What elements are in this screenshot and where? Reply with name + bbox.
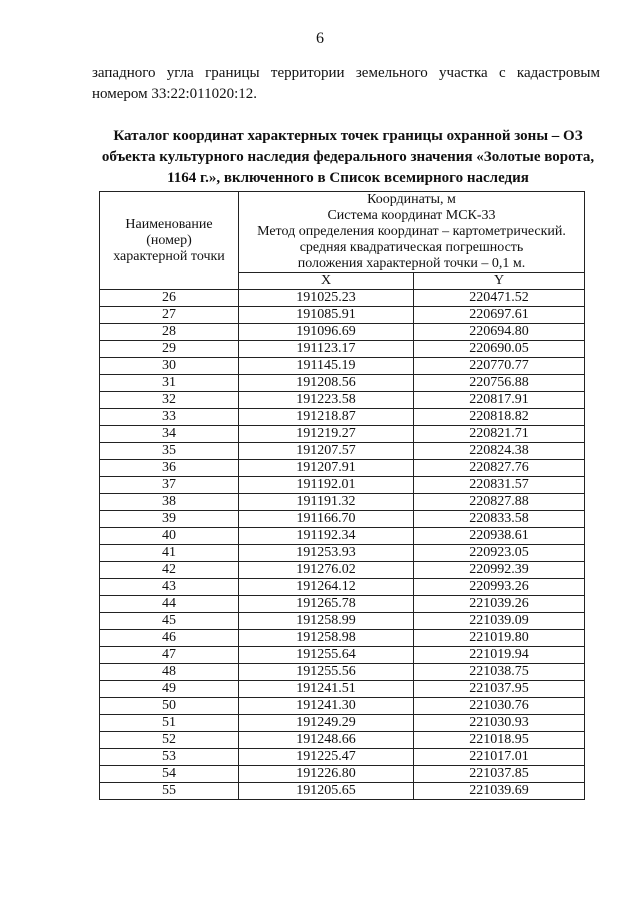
- x-coordinate-cell: 191192.34: [239, 528, 414, 545]
- x-coordinate-cell: 191096.69: [239, 324, 414, 341]
- point-number-cell: 37: [100, 477, 239, 494]
- point-number-cell: 47: [100, 647, 239, 664]
- x-coordinate-cell: 191265.78: [239, 596, 414, 613]
- table-row: [100, 494, 585, 511]
- y-coordinate-cell: 221030.93: [414, 715, 585, 732]
- table-row: [100, 443, 585, 460]
- table-row: [100, 579, 585, 596]
- y-coordinate-cell: 220833.58: [414, 511, 585, 528]
- table-row: [100, 732, 585, 749]
- table-row: [100, 341, 585, 358]
- point-number-cell: 55: [100, 783, 239, 800]
- x-coordinate-cell: 191225.47: [239, 749, 414, 766]
- x-coordinate-cell: 191218.87: [239, 409, 414, 426]
- y-coordinate-cell: 220993.26: [414, 579, 585, 596]
- table-row: [100, 511, 585, 528]
- table-row: [100, 562, 585, 579]
- table-row: [100, 783, 585, 800]
- intro-line: западного угла границы территории земельного участка с кадастровым: [92, 65, 600, 81]
- point-number-cell: 50: [100, 698, 239, 715]
- x-coordinate-cell: 191276.02: [239, 562, 414, 579]
- table-row: [100, 715, 585, 732]
- point-number-cell: 34: [100, 426, 239, 443]
- y-coordinate-cell: 220923.05: [414, 545, 585, 562]
- x-coordinate-cell: 191248.66: [239, 732, 414, 749]
- y-coordinate-cell: 221019.94: [414, 647, 585, 664]
- table-row: [100, 324, 585, 341]
- point-number-cell: 53: [100, 749, 239, 766]
- table-caption: [92, 126, 604, 189]
- x-coordinate-cell: 191192.01: [239, 477, 414, 494]
- x-coordinate-cell: 191249.29: [239, 715, 414, 732]
- x-coordinate-cell: 191208.56: [239, 375, 414, 392]
- point-number-cell: 43: [100, 579, 239, 596]
- point-number-cell: 51: [100, 715, 239, 732]
- point-number-cell: 33: [100, 409, 239, 426]
- y-coordinate-cell: 220938.61: [414, 528, 585, 545]
- y-coordinate-cell: 221037.85: [414, 766, 585, 783]
- table-row: [100, 681, 585, 698]
- table-row: [100, 766, 585, 783]
- point-number-cell: 42: [100, 562, 239, 579]
- header-line: Метод определения координат – картометрический.: [257, 224, 566, 239]
- table-row: [100, 613, 585, 630]
- y-coordinate-cell: 220992.39: [414, 562, 585, 579]
- intro-line: номером 33:22:011020:12.: [92, 86, 258, 102]
- y-coordinate-cell: 221039.26: [414, 596, 585, 613]
- point-number-cell: 29: [100, 341, 239, 358]
- x-coordinate-cell: 191226.80: [239, 766, 414, 783]
- table-header: [100, 192, 585, 290]
- point-number-cell: 28: [100, 324, 239, 341]
- x-coordinate-cell: 191253.93: [239, 545, 414, 562]
- y-coordinate-cell: 220827.88: [414, 494, 585, 511]
- x-coordinate-cell: 191025.23: [239, 290, 414, 307]
- table-row: [100, 392, 585, 409]
- table-row: [100, 460, 585, 477]
- x-coordinate-cell: 191223.58: [239, 392, 414, 409]
- point-number-cell: 41: [100, 545, 239, 562]
- point-number-cell: 45: [100, 613, 239, 630]
- x-coordinate-cell: 191219.27: [239, 426, 414, 443]
- y-coordinate-cell: 220471.52: [414, 290, 585, 307]
- y-coordinate-cell: 220690.05: [414, 341, 585, 358]
- point-number-cell: 31: [100, 375, 239, 392]
- point-number-cell: 48: [100, 664, 239, 681]
- page-number: 6: [316, 30, 324, 47]
- point-number-cell: 49: [100, 681, 239, 698]
- table-row: [100, 647, 585, 664]
- y-coordinate-cell: 220821.71: [414, 426, 585, 443]
- y-coordinate-cell: 220756.88: [414, 375, 585, 392]
- table-row: [100, 545, 585, 562]
- y-coordinate-cell: 221039.09: [414, 613, 585, 630]
- x-coordinate-cell: 191255.64: [239, 647, 414, 664]
- y-coordinate-cell: 221037.95: [414, 681, 585, 698]
- header-line: (номер): [146, 232, 192, 248]
- point-number-cell: 52: [100, 732, 239, 749]
- y-column-header: Y: [414, 273, 585, 290]
- table-row: [100, 698, 585, 715]
- header-line: характерной точки: [113, 248, 225, 264]
- x-coordinate-cell: 191166.70: [239, 511, 414, 528]
- x-coordinate-cell: 191191.32: [239, 494, 414, 511]
- y-coordinate-cell: 220817.91: [414, 392, 585, 409]
- header-line: Координаты, м: [367, 192, 456, 207]
- table-row: [100, 749, 585, 766]
- point-number-cell: 30: [100, 358, 239, 375]
- point-number-cell: 44: [100, 596, 239, 613]
- y-coordinate-cell: 221038.75: [414, 664, 585, 681]
- caption-line: Каталог координат характерных точек границы охранной зоны – ОЗ: [113, 128, 583, 144]
- y-coordinate-cell: 221030.76: [414, 698, 585, 715]
- y-coordinate-cell: 221018.95: [414, 732, 585, 749]
- point-name-header: [100, 192, 239, 290]
- table-row: [100, 426, 585, 443]
- x-coordinate-cell: 191241.30: [239, 698, 414, 715]
- table-row: [100, 307, 585, 324]
- point-number-cell: 39: [100, 511, 239, 528]
- point-number-cell: 32: [100, 392, 239, 409]
- x-coordinate-cell: 191255.56: [239, 664, 414, 681]
- table-row: [100, 375, 585, 392]
- table-row: [100, 477, 585, 494]
- y-coordinate-cell: 220831.57: [414, 477, 585, 494]
- y-coordinate-cell: 221019.80: [414, 630, 585, 647]
- table-row: [100, 664, 585, 681]
- point-number-cell: 46: [100, 630, 239, 647]
- table-row: [100, 290, 585, 307]
- header-line: Наименование: [125, 216, 213, 232]
- intro-paragraph: [92, 63, 600, 105]
- x-coordinate-cell: 191207.91: [239, 460, 414, 477]
- x-column-header: X: [239, 273, 414, 290]
- x-coordinate-cell: 191145.19: [239, 358, 414, 375]
- caption-line: 1164 г.», включенного в Список всемирного наследия: [167, 170, 529, 186]
- y-coordinate-cell: 220827.76: [414, 460, 585, 477]
- x-coordinate-cell: 191205.65: [239, 783, 414, 800]
- x-coordinate-cell: 191258.98: [239, 630, 414, 647]
- point-number-cell: 27: [100, 307, 239, 324]
- point-number-cell: 36: [100, 460, 239, 477]
- x-coordinate-cell: 191258.99: [239, 613, 414, 630]
- point-number-cell: 38: [100, 494, 239, 511]
- y-coordinate-cell: 221039.69: [414, 783, 585, 800]
- y-coordinate-cell: 221017.01: [414, 749, 585, 766]
- table-row: [100, 409, 585, 426]
- point-number-cell: 26: [100, 290, 239, 307]
- table-body: [100, 290, 585, 800]
- header-line: Система координат МСК-33: [327, 208, 496, 223]
- coordinates-table: [99, 191, 585, 800]
- point-number-cell: 54: [100, 766, 239, 783]
- x-coordinate-cell: 191085.91: [239, 307, 414, 324]
- table-row: [100, 358, 585, 375]
- y-coordinate-cell: 220694.80: [414, 324, 585, 341]
- caption-line: объекта культурного наследия федерального значения «Золотые ворота,: [101, 149, 595, 165]
- header-line: положения характерной точки – 0,1 м.: [297, 256, 526, 271]
- coordinates-header: [239, 192, 585, 273]
- header-line: средняя квадратическая погрешность: [299, 240, 524, 255]
- x-coordinate-cell: 191264.12: [239, 579, 414, 596]
- x-coordinate-cell: 191123.17: [239, 341, 414, 358]
- y-coordinate-cell: 220697.61: [414, 307, 585, 324]
- y-coordinate-cell: 220770.77: [414, 358, 585, 375]
- point-number-cell: 35: [100, 443, 239, 460]
- x-coordinate-cell: 191207.57: [239, 443, 414, 460]
- table-row: [100, 596, 585, 613]
- x-coordinate-cell: 191241.51: [239, 681, 414, 698]
- y-coordinate-cell: 220824.38: [414, 443, 585, 460]
- table-row: [100, 528, 585, 545]
- point-number-cell: 40: [100, 528, 239, 545]
- table-row: [100, 630, 585, 647]
- y-coordinate-cell: 220818.82: [414, 409, 585, 426]
